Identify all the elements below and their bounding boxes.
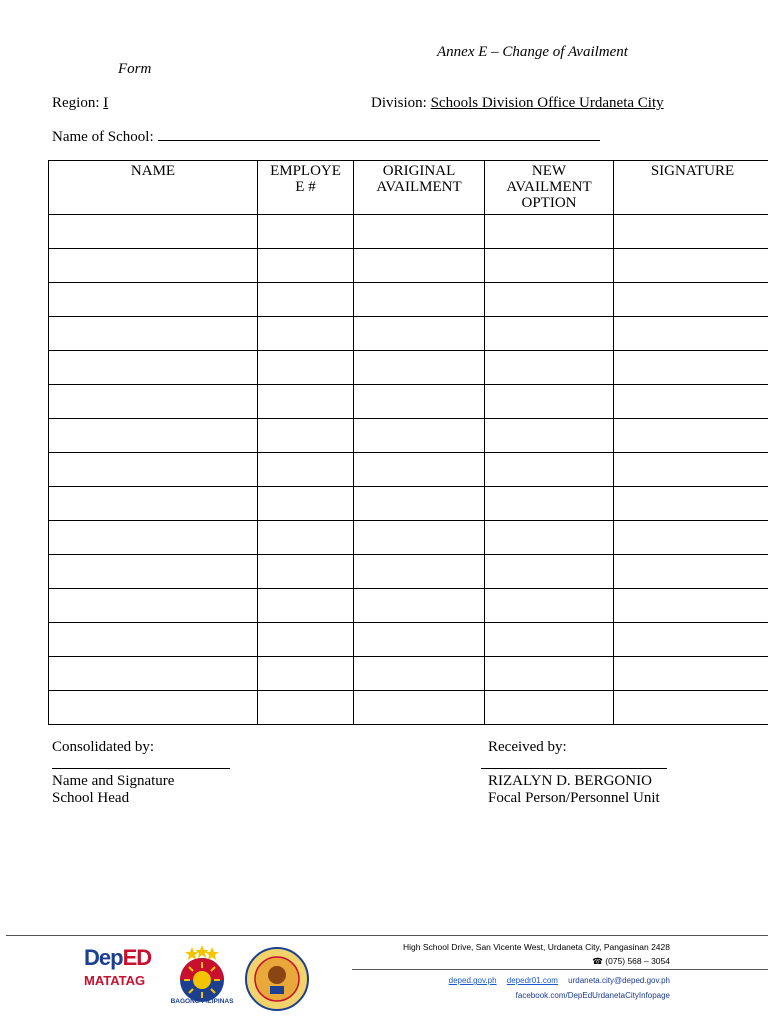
column-header: NEW AVAILMENT OPTION	[485, 161, 614, 215]
table-cell[interactable]	[485, 555, 614, 589]
table-cell[interactable]	[614, 215, 768, 249]
table-cell[interactable]	[49, 317, 258, 351]
table-cell[interactable]	[485, 453, 614, 487]
table-row	[49, 623, 768, 657]
table-cell[interactable]	[258, 453, 354, 487]
column-header: EMPLOYE E #	[258, 161, 354, 215]
table-cell[interactable]	[485, 385, 614, 419]
table-cell[interactable]	[49, 623, 258, 657]
annex-title: Annex E – Change of Availment	[437, 44, 628, 60]
table-cell[interactable]	[258, 589, 354, 623]
column-header: NAME	[49, 161, 258, 215]
table-cell[interactable]	[614, 385, 768, 419]
focal-person-signature-line[interactable]	[481, 768, 667, 769]
table-cell[interactable]	[354, 521, 485, 555]
table-cell[interactable]	[258, 317, 354, 351]
table-cell[interactable]	[485, 283, 614, 317]
division-label: Division:	[371, 95, 431, 111]
table-cell[interactable]	[49, 385, 258, 419]
table-cell[interactable]	[614, 589, 768, 623]
footer-email[interactable]: urdaneta.city@deped.gov.ph	[568, 976, 670, 985]
deped-logo-text-a: Dep	[84, 945, 123, 970]
table-cell[interactable]	[258, 419, 354, 453]
table-cell[interactable]	[258, 657, 354, 691]
table-body	[49, 215, 768, 725]
table-cell[interactable]	[49, 351, 258, 385]
table-cell[interactable]	[49, 657, 258, 691]
footer-facebook[interactable]: facebook.com/DepEdUrdanetaCityInfopage	[515, 991, 670, 1000]
table-header-row	[49, 161, 768, 215]
table-cell[interactable]	[485, 249, 614, 283]
table-cell[interactable]	[258, 215, 354, 249]
consolidated-by-label: Consolidated by:	[52, 739, 155, 755]
table-row	[49, 283, 768, 317]
table-row	[49, 453, 768, 487]
footer-contact-divider	[352, 969, 768, 970]
table-row	[49, 249, 768, 283]
table-cell[interactable]	[485, 657, 614, 691]
footer-address: High School Drive, San Vicente West, Urdaneta City, Pangasinan 2428	[403, 942, 670, 952]
table-cell[interactable]	[354, 453, 485, 487]
matatag-logo-text: MATATAG	[84, 973, 146, 988]
table-cell[interactable]	[354, 487, 485, 521]
table-cell[interactable]	[614, 521, 768, 555]
table-cell[interactable]	[49, 453, 258, 487]
column-header: ORIGINAL AVAILMENT	[354, 161, 485, 215]
table-cell[interactable]	[614, 419, 768, 453]
table-row	[49, 521, 768, 555]
school-head-name-label: Name and Signature	[52, 773, 175, 789]
table-cell[interactable]	[258, 385, 354, 419]
table-cell[interactable]	[485, 589, 614, 623]
link-deped-gov[interactable]: deped.gov.ph	[448, 976, 497, 985]
division-value: Schools Division Office Urdaneta City	[430, 95, 664, 111]
table-cell[interactable]	[614, 487, 768, 521]
table-cell[interactable]	[354, 351, 485, 385]
table-cell[interactable]	[614, 657, 768, 691]
table-cell[interactable]	[49, 555, 258, 589]
table-row	[49, 351, 768, 385]
table-cell[interactable]	[354, 419, 485, 453]
table-cell[interactable]	[49, 589, 258, 623]
region-label: Region:	[52, 95, 104, 111]
table-cell[interactable]	[485, 419, 614, 453]
footer-divider	[6, 935, 768, 936]
table-cell[interactable]	[354, 555, 485, 589]
table-cell[interactable]	[354, 249, 485, 283]
received-by-label: Received by:	[488, 739, 567, 755]
table-row	[49, 555, 768, 589]
table-cell[interactable]	[614, 691, 768, 725]
school-head-title: School Head	[52, 790, 130, 806]
table-cell[interactable]	[258, 351, 354, 385]
table-cell[interactable]	[485, 487, 614, 521]
division-seal-icon	[244, 946, 310, 1012]
availment-table	[48, 160, 768, 725]
table-cell[interactable]	[485, 691, 614, 725]
table-cell[interactable]	[49, 283, 258, 317]
table-cell[interactable]	[614, 453, 768, 487]
table-cell[interactable]	[49, 215, 258, 249]
table-cell[interactable]	[485, 215, 614, 249]
deped-matatag-logo	[84, 946, 162, 1006]
table-cell[interactable]	[485, 521, 614, 555]
table-cell[interactable]	[485, 351, 614, 385]
bagong-pilipinas-label: BAGONG PILIPINAS	[170, 998, 234, 1005]
table-cell[interactable]	[485, 623, 614, 657]
table-cell[interactable]	[354, 589, 485, 623]
table-cell[interactable]	[258, 487, 354, 521]
school-name-field[interactable]	[52, 128, 600, 146]
column-header: SIGNATURE	[614, 161, 768, 215]
table-cell[interactable]	[49, 691, 258, 725]
table-cell[interactable]	[258, 249, 354, 283]
table-cell[interactable]	[258, 623, 354, 657]
table-row	[49, 215, 768, 249]
table-row	[49, 487, 768, 521]
table-cell[interactable]	[354, 283, 485, 317]
division-field	[371, 95, 664, 112]
table-cell[interactable]	[49, 521, 258, 555]
table-cell[interactable]	[258, 283, 354, 317]
focal-person-name: RIZALYN D. BERGONIO	[488, 773, 652, 789]
table-cell[interactable]	[354, 691, 485, 725]
table-cell[interactable]	[258, 521, 354, 555]
table-row	[49, 385, 768, 419]
link-depedr01[interactable]: depedr01.com	[506, 976, 558, 985]
deped-logo-text-b: ED	[122, 945, 152, 970]
table-row	[49, 657, 768, 691]
table-cell[interactable]	[49, 249, 258, 283]
school-name-label: Name of School:	[52, 129, 154, 145]
table-cell[interactable]	[49, 419, 258, 453]
table-cell[interactable]	[614, 623, 768, 657]
table-row	[49, 419, 768, 453]
region-value: I	[103, 95, 109, 111]
table-cell[interactable]	[614, 555, 768, 589]
table-row	[49, 589, 768, 623]
table-cell[interactable]	[614, 351, 768, 385]
table-cell[interactable]	[354, 317, 485, 351]
school-name-line[interactable]	[158, 128, 600, 141]
table-cell[interactable]	[614, 249, 768, 283]
school-head-signature-line[interactable]	[52, 768, 230, 769]
table-cell[interactable]	[258, 555, 354, 589]
table-cell[interactable]	[354, 657, 485, 691]
table-cell[interactable]	[258, 691, 354, 725]
table-cell[interactable]	[354, 385, 485, 419]
focal-person-title: Focal Person/Personnel Unit	[488, 790, 660, 806]
table-cell[interactable]	[354, 215, 485, 249]
table-cell[interactable]	[485, 317, 614, 351]
table-cell[interactable]	[49, 487, 258, 521]
table-row	[49, 691, 768, 725]
footer-phone: ☎ (075) 568 – 3054	[592, 956, 670, 966]
table-cell[interactable]	[614, 317, 768, 351]
table-cell[interactable]	[354, 623, 485, 657]
annex-title-form: Form	[118, 61, 152, 77]
footer-links	[441, 976, 670, 985]
table-cell[interactable]	[614, 283, 768, 317]
table-row	[49, 317, 768, 351]
region-field	[52, 95, 108, 112]
